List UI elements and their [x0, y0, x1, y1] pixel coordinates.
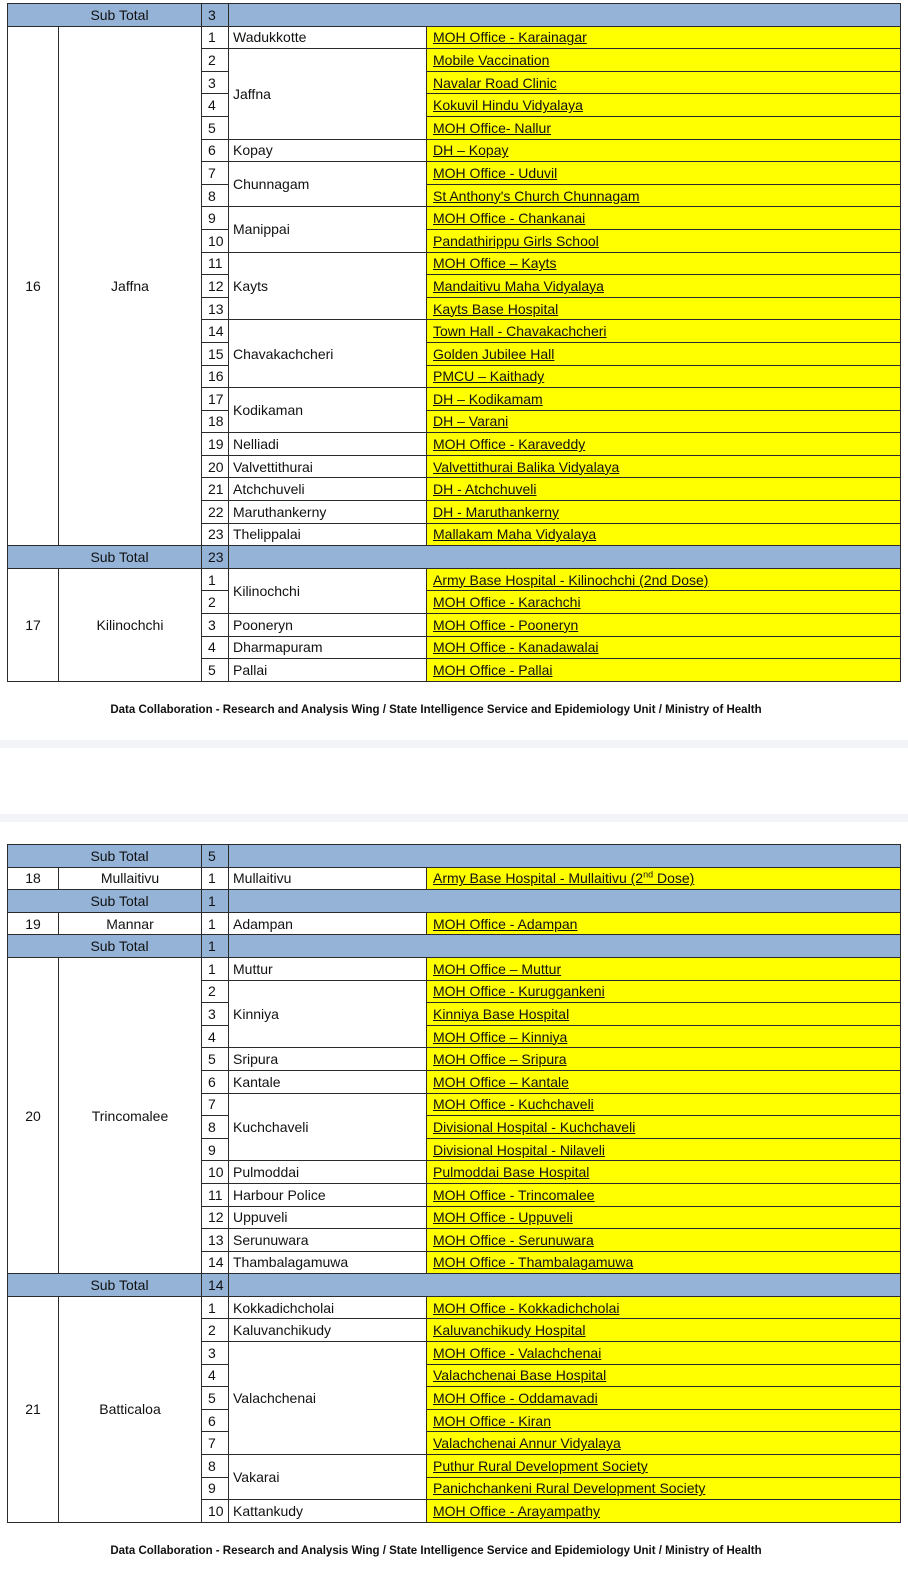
moh-area: Mullaitivu — [229, 867, 427, 890]
row-number: 2 — [202, 49, 229, 72]
moh-area: Valvettithurai — [229, 455, 427, 478]
location: MOH Office- Nallur — [427, 116, 901, 139]
moh-area: Kattankudy — [229, 1500, 427, 1523]
row-number: 6 — [202, 139, 229, 162]
location: Divisional Hospital - Kuchchaveli — [427, 1116, 901, 1139]
row-number: 20 — [202, 455, 229, 478]
location: MOH Office - Kuruggankeni — [427, 980, 901, 1003]
location: MOH Office - Adampan — [427, 912, 901, 935]
moh-area: Valachchenai — [229, 1342, 427, 1455]
location: MOH Office - Kiran — [427, 1409, 901, 1432]
moh-area: Pulmoddai — [229, 1161, 427, 1184]
table-page-1 — [7, 3, 900, 682]
moh-area: Sripura — [229, 1048, 427, 1071]
table-row — [8, 1296, 901, 1319]
row-number: 8 — [202, 184, 229, 207]
subtotal-row — [8, 890, 901, 913]
subtotal-value: 23 — [202, 546, 229, 569]
location: MOH Office - Pallai — [427, 659, 901, 682]
row-number: 14 — [202, 320, 229, 343]
row-number: 3 — [202, 71, 229, 94]
district-name: Batticaloa — [59, 1296, 202, 1522]
moh-area: Pooneryn — [229, 614, 427, 637]
moh-area: Kinniya — [229, 980, 427, 1048]
location: DH – Kopay — [427, 139, 901, 162]
row-number: 3 — [202, 1003, 229, 1026]
row-number: 4 — [202, 1025, 229, 1048]
location: MOH Office - Karainagar — [427, 26, 901, 49]
footer-credit: Data Collaboration - Research and Analysis Wing / State Intelligence Service and Epidemiology Unit / Ministry of Health — [110, 1545, 762, 1557]
location: MOH Office - Kuchchaveli — [427, 1093, 901, 1116]
location: Kinniya Base Hospital — [427, 1003, 901, 1026]
row-number: 10 — [202, 1500, 229, 1523]
location: MOH Office - Karaveddy — [427, 433, 901, 456]
row-number: 10 — [202, 229, 229, 252]
subtotal-row — [8, 4, 901, 27]
location: MOH Office – Kayts — [427, 252, 901, 275]
row-number: 5 — [202, 116, 229, 139]
location: Divisional Hospital - Nilaveli — [427, 1138, 901, 1161]
district-name: Trincomalee — [59, 957, 202, 1273]
location: MOH Office - Serunuwara — [427, 1229, 901, 1252]
subtotal-value: 14 — [202, 1274, 229, 1297]
row-number: 12 — [202, 275, 229, 298]
location: Golden Jubilee Hall — [427, 342, 901, 365]
location: Mobile Vaccination — [427, 49, 901, 72]
location: Kaluvanchikudy Hospital — [427, 1319, 901, 1342]
location: Army Base Hospital - Mullaitivu (2nd Dose) — [427, 867, 901, 890]
subtotal-row — [8, 546, 901, 569]
row-number: 2 — [202, 591, 229, 614]
row-number: 18 — [202, 410, 229, 433]
row-number: 8 — [202, 1455, 229, 1478]
district-name: Mullaitivu — [59, 867, 202, 890]
moh-area: Manippai — [229, 207, 427, 252]
row-number: 4 — [202, 1364, 229, 1387]
moh-area: Maruthankerny — [229, 501, 427, 524]
moh-area: Kaluvanchikudy — [229, 1319, 427, 1342]
table-row — [8, 568, 901, 591]
table-row — [8, 26, 901, 49]
location: MOH Office – Kinniya — [427, 1025, 901, 1048]
location: Panichchankeni Rural Development Society — [427, 1477, 901, 1500]
subtotal-label: Sub Total — [8, 935, 202, 958]
moh-area: Vakarai — [229, 1455, 427, 1500]
row-number: 4 — [202, 636, 229, 659]
location: MOH Office - Valachchenai — [427, 1342, 901, 1365]
location: MOH Office - Uppuveli — [427, 1206, 901, 1229]
location: Pulmoddai Base Hospital — [427, 1161, 901, 1184]
subtotal-label: Sub Total — [8, 890, 202, 913]
location: St Anthony's Church Chunnagam — [427, 184, 901, 207]
location: PMCU – Kaithady — [427, 365, 901, 388]
page-separator — [0, 814, 908, 822]
row-number: 23 — [202, 523, 229, 546]
row-number: 1 — [202, 957, 229, 980]
location: DH - Maruthankerny — [427, 501, 901, 524]
location: Kayts Base Hospital — [427, 297, 901, 320]
location: Puthur Rural Development Society — [427, 1455, 901, 1478]
moh-area: Serunuwara — [229, 1229, 427, 1252]
location: MOH Office - Pooneryn — [427, 614, 901, 637]
row-number: 1 — [202, 1296, 229, 1319]
row-number: 7 — [202, 1093, 229, 1116]
row-number: 17 — [202, 388, 229, 411]
moh-area: Uppuveli — [229, 1206, 427, 1229]
row-number: 19 — [202, 433, 229, 456]
page-separator — [0, 740, 908, 748]
table-row — [8, 957, 901, 980]
moh-area: Thelippalai — [229, 523, 427, 546]
location: Navalar Road Clinic — [427, 71, 901, 94]
row-number: 6 — [202, 1409, 229, 1432]
location: MOH Office - Kokkadichcholai — [427, 1296, 901, 1319]
row-number: 13 — [202, 297, 229, 320]
subtotal-label: Sub Total — [8, 4, 202, 27]
moh-area: Jaffna — [229, 49, 427, 139]
moh-area: Wadukkotte — [229, 26, 427, 49]
table-row — [8, 867, 901, 890]
row-number: 7 — [202, 162, 229, 185]
row-number: 2 — [202, 1319, 229, 1342]
moh-area: Kantale — [229, 1070, 427, 1093]
location: Kokuvil Hindu Vidyalaya — [427, 94, 901, 117]
location: Valachchenai Base Hospital — [427, 1364, 901, 1387]
footer-credit: Data Collaboration - Research and Analysis Wing / State Intelligence Service and Epidemiology Unit / Ministry of Health — [110, 704, 762, 716]
row-number: 3 — [202, 1342, 229, 1365]
moh-area: Dharmapuram — [229, 636, 427, 659]
location: DH – Varani — [427, 410, 901, 433]
row-number: 11 — [202, 252, 229, 275]
subtotal-value: 1 — [202, 890, 229, 913]
vaccination-centres-table-1 — [7, 3, 901, 682]
location: Pandathirippu Girls School — [427, 229, 901, 252]
district-name: Jaffna — [59, 26, 202, 546]
moh-area: Kokkadichcholai — [229, 1296, 427, 1319]
row-number: 5 — [202, 1048, 229, 1071]
location: MOH Office – Kantale — [427, 1070, 901, 1093]
table-row — [8, 912, 901, 935]
moh-area: Kilinochchi — [229, 568, 427, 613]
moh-area: Kayts — [229, 252, 427, 320]
moh-area: Chavakachcheri — [229, 320, 427, 388]
district-number: 16 — [8, 26, 59, 546]
location: Town Hall - Chavakachcheri — [427, 320, 901, 343]
row-number: 7 — [202, 1432, 229, 1455]
moh-area: Muttur — [229, 957, 427, 980]
location: MOH Office - Thambalagamuwa — [427, 1251, 901, 1274]
row-number: 1 — [202, 912, 229, 935]
district-number: 20 — [8, 957, 59, 1273]
row-number: 9 — [202, 207, 229, 230]
row-number: 22 — [202, 501, 229, 524]
location: MOH Office - Karachchi — [427, 591, 901, 614]
row-number: 9 — [202, 1477, 229, 1500]
subtotal-row — [8, 845, 901, 868]
location: MOH Office – Muttur — [427, 957, 901, 980]
moh-area: Pallai — [229, 659, 427, 682]
district-number: 21 — [8, 1296, 59, 1522]
district-number: 19 — [8, 912, 59, 935]
row-number: 9 — [202, 1138, 229, 1161]
row-number: 12 — [202, 1206, 229, 1229]
row-number: 4 — [202, 94, 229, 117]
row-number: 6 — [202, 1070, 229, 1093]
row-number: 15 — [202, 342, 229, 365]
district-number: 18 — [8, 867, 59, 890]
row-number: 10 — [202, 1161, 229, 1184]
moh-area: Chunnagam — [229, 162, 427, 207]
row-number: 1 — [202, 26, 229, 49]
row-number: 1 — [202, 568, 229, 591]
row-number: 1 — [202, 867, 229, 890]
location: MOH Office - Chankanai — [427, 207, 901, 230]
location: Valachchenai Annur Vidyalaya — [427, 1432, 901, 1455]
row-number: 11 — [202, 1183, 229, 1206]
row-number: 5 — [202, 1387, 229, 1410]
row-number: 16 — [202, 365, 229, 388]
location: MOH Office - Arayampathy — [427, 1500, 901, 1523]
row-number: 13 — [202, 1229, 229, 1252]
moh-area: Kodikaman — [229, 388, 427, 433]
subtotal-value: 5 — [202, 845, 229, 868]
subtotal-label: Sub Total — [8, 1274, 202, 1297]
location: Army Base Hospital - Kilinochchi (2nd Dose) — [427, 568, 901, 591]
vaccination-centres-table-2 — [7, 844, 901, 1523]
location: MOH Office - Uduvil — [427, 162, 901, 185]
moh-area: Harbour Police — [229, 1183, 427, 1206]
district-number: 17 — [8, 568, 59, 681]
district-name: Mannar — [59, 912, 202, 935]
subtotal-value: 3 — [202, 4, 229, 27]
row-number: 3 — [202, 614, 229, 637]
location: Mallakam Maha Vidyalaya — [427, 523, 901, 546]
moh-area: Thambalagamuwa — [229, 1251, 427, 1274]
moh-area: Kopay — [229, 139, 427, 162]
row-number: 14 — [202, 1251, 229, 1274]
subtotal-row — [8, 935, 901, 958]
subtotal-row — [8, 1274, 901, 1297]
row-number: 5 — [202, 659, 229, 682]
location: Mandaitivu Maha Vidyalaya — [427, 275, 901, 298]
district-name: Kilinochchi — [59, 568, 202, 681]
location: MOH Office - Kanadawalai — [427, 636, 901, 659]
table-page-2 — [7, 844, 900, 1523]
row-number: 2 — [202, 980, 229, 1003]
location: MOH Office - Oddamavadi — [427, 1387, 901, 1410]
subtotal-value: 1 — [202, 935, 229, 958]
row-number: 8 — [202, 1116, 229, 1139]
moh-area: Nelliadi — [229, 433, 427, 456]
location: MOH Office - Trincomalee — [427, 1183, 901, 1206]
location: DH – Kodikamam — [427, 388, 901, 411]
moh-area: Kuchchaveli — [229, 1093, 427, 1161]
location: DH - Atchchuveli — [427, 478, 901, 501]
moh-area: Atchchuveli — [229, 478, 427, 501]
subtotal-label: Sub Total — [8, 546, 202, 569]
location: MOH Office – Sripura — [427, 1048, 901, 1071]
location: Valvettithurai Balika Vidyalaya — [427, 455, 901, 478]
moh-area: Adampan — [229, 912, 427, 935]
subtotal-label: Sub Total — [8, 845, 202, 868]
row-number: 21 — [202, 478, 229, 501]
